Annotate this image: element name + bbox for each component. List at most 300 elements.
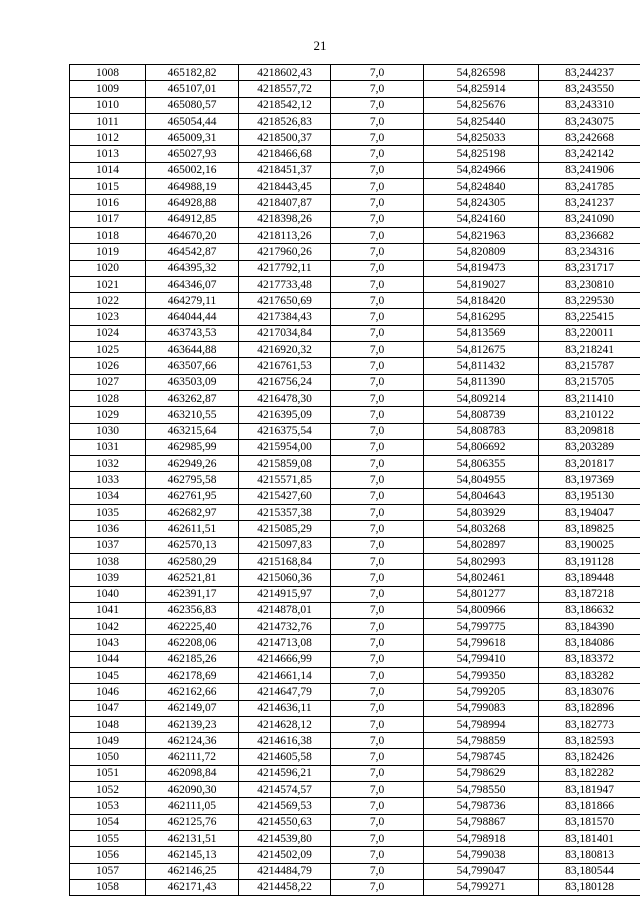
- width-cell: 7,0: [331, 749, 424, 765]
- y-coordinate-cell: 4214484,79: [239, 863, 331, 879]
- point-number-cell: 1037: [70, 537, 146, 553]
- latitude-cell: 54,804955: [424, 472, 539, 488]
- latitude-cell: 54,813569: [424, 325, 539, 341]
- latitude-cell: 54,825914: [424, 81, 539, 97]
- table-row: [70, 325, 640, 341]
- longitude-cell: 83,180544: [539, 863, 640, 879]
- latitude-cell: 54,811390: [424, 374, 539, 390]
- y-coordinate-cell: 4218113,26: [239, 227, 331, 243]
- latitude-cell: 54,821963: [424, 227, 539, 243]
- point-number-cell: 1058: [70, 879, 146, 895]
- width-cell: 7,0: [331, 863, 424, 879]
- longitude-cell: 83,244237: [539, 65, 640, 81]
- y-coordinate-cell: 4214647,79: [239, 684, 331, 700]
- x-coordinate-cell: 464912,85: [146, 211, 239, 227]
- longitude-cell: 83,189448: [539, 570, 640, 586]
- longitude-cell: 83,182773: [539, 716, 640, 732]
- y-coordinate-cell: 4215097,83: [239, 537, 331, 553]
- point-number-cell: 1030: [70, 423, 146, 439]
- y-coordinate-cell: 4218526,83: [239, 113, 331, 129]
- x-coordinate-cell: 465009,31: [146, 130, 239, 146]
- point-number-cell: 1025: [70, 342, 146, 358]
- longitude-cell: 83,182282: [539, 765, 640, 781]
- longitude-cell: 83,215705: [539, 374, 640, 390]
- table-row: [70, 195, 640, 211]
- y-coordinate-cell: 4218542,12: [239, 97, 331, 113]
- y-coordinate-cell: 4214502,09: [239, 847, 331, 863]
- table-row: [70, 651, 640, 667]
- y-coordinate-cell: 4218407,87: [239, 195, 331, 211]
- width-cell: 7,0: [331, 733, 424, 749]
- y-coordinate-cell: 4216395,09: [239, 407, 331, 423]
- y-coordinate-cell: 4214636,11: [239, 700, 331, 716]
- point-number-cell: 1016: [70, 195, 146, 211]
- y-coordinate-cell: 4215954,00: [239, 439, 331, 455]
- width-cell: 7,0: [331, 879, 424, 895]
- table-row: [70, 488, 640, 504]
- width-cell: 7,0: [331, 798, 424, 814]
- point-number-cell: 1009: [70, 81, 146, 97]
- y-coordinate-cell: 4216756,24: [239, 374, 331, 390]
- x-coordinate-cell: 462145,13: [146, 847, 239, 863]
- latitude-cell: 54,809214: [424, 390, 539, 406]
- width-cell: 7,0: [331, 162, 424, 178]
- x-coordinate-cell: 462090,30: [146, 782, 239, 798]
- latitude-cell: 54,798745: [424, 749, 539, 765]
- table-row: [70, 570, 640, 586]
- table-row: [70, 374, 640, 390]
- width-cell: 7,0: [331, 570, 424, 586]
- x-coordinate-cell: 462985,99: [146, 439, 239, 455]
- table-row: [70, 733, 640, 749]
- table-row: [70, 227, 640, 243]
- x-coordinate-cell: 462391,17: [146, 586, 239, 602]
- latitude-cell: 54,818420: [424, 293, 539, 309]
- longitude-cell: 83,187218: [539, 586, 640, 602]
- point-number-cell: 1045: [70, 667, 146, 683]
- width-cell: 7,0: [331, 602, 424, 618]
- y-coordinate-cell: 4215085,29: [239, 521, 331, 537]
- point-number-cell: 1031: [70, 439, 146, 455]
- y-coordinate-cell: 4214878,01: [239, 602, 331, 618]
- longitude-cell: 83,181570: [539, 814, 640, 830]
- x-coordinate-cell: 464928,88: [146, 195, 239, 211]
- x-coordinate-cell: 462131,51: [146, 830, 239, 846]
- width-cell: 7,0: [331, 456, 424, 472]
- point-number-cell: 1012: [70, 130, 146, 146]
- point-number-cell: 1040: [70, 586, 146, 602]
- latitude-cell: 54,802461: [424, 570, 539, 586]
- table-row: [70, 814, 640, 830]
- width-cell: 7,0: [331, 260, 424, 276]
- latitude-cell: 54,798859: [424, 733, 539, 749]
- table-row: [70, 830, 640, 846]
- x-coordinate-cell: 465054,44: [146, 113, 239, 129]
- point-number-cell: 1015: [70, 179, 146, 195]
- longitude-cell: 83,181947: [539, 782, 640, 798]
- point-number-cell: 1011: [70, 113, 146, 129]
- table-row: [70, 619, 640, 635]
- longitude-cell: 83,241906: [539, 162, 640, 178]
- longitude-cell: 83,182896: [539, 700, 640, 716]
- table-row: [70, 684, 640, 700]
- y-coordinate-cell: 4216478,30: [239, 390, 331, 406]
- y-coordinate-cell: 4217733,48: [239, 276, 331, 292]
- width-cell: 7,0: [331, 537, 424, 553]
- width-cell: 7,0: [331, 782, 424, 798]
- x-coordinate-cell: 463743,53: [146, 325, 239, 341]
- width-cell: 7,0: [331, 325, 424, 341]
- longitude-cell: 83,241785: [539, 179, 640, 195]
- x-coordinate-cell: 462356,83: [146, 602, 239, 618]
- width-cell: 7,0: [331, 423, 424, 439]
- longitude-cell: 83,184086: [539, 635, 640, 651]
- x-coordinate-cell: 463262,87: [146, 390, 239, 406]
- longitude-cell: 83,241090: [539, 211, 640, 227]
- point-number-cell: 1056: [70, 847, 146, 863]
- x-coordinate-cell: 465002,16: [146, 162, 239, 178]
- latitude-cell: 54,798550: [424, 782, 539, 798]
- width-cell: 7,0: [331, 65, 424, 81]
- point-number-cell: 1013: [70, 146, 146, 162]
- x-coordinate-cell: 462580,29: [146, 553, 239, 569]
- latitude-cell: 54,798918: [424, 830, 539, 846]
- width-cell: 7,0: [331, 113, 424, 129]
- x-coordinate-cell: 462795,58: [146, 472, 239, 488]
- latitude-cell: 54,824840: [424, 179, 539, 195]
- x-coordinate-cell: 464542,87: [146, 244, 239, 260]
- table-row: [70, 179, 640, 195]
- table-row: [70, 749, 640, 765]
- longitude-cell: 83,191128: [539, 553, 640, 569]
- y-coordinate-cell: 4214574,57: [239, 782, 331, 798]
- width-cell: 7,0: [331, 847, 424, 863]
- point-number-cell: 1018: [70, 227, 146, 243]
- y-coordinate-cell: 4215859,08: [239, 456, 331, 472]
- latitude-cell: 54,799350: [424, 667, 539, 683]
- point-number-cell: 1020: [70, 260, 146, 276]
- width-cell: 7,0: [331, 97, 424, 113]
- coordinates-table: [69, 64, 640, 896]
- point-number-cell: 1010: [70, 97, 146, 113]
- longitude-cell: 83,210122: [539, 407, 640, 423]
- width-cell: 7,0: [331, 586, 424, 602]
- table-row: [70, 472, 640, 488]
- table-row: [70, 553, 640, 569]
- table-row: [70, 113, 640, 129]
- point-number-cell: 1008: [70, 65, 146, 81]
- table-row: [70, 635, 640, 651]
- width-cell: 7,0: [331, 309, 424, 325]
- table-row: [70, 423, 640, 439]
- longitude-cell: 83,209818: [539, 423, 640, 439]
- table-row: [70, 847, 640, 863]
- table-row: [70, 439, 640, 455]
- longitude-cell: 83,242142: [539, 146, 640, 162]
- latitude-cell: 54,808739: [424, 407, 539, 423]
- width-cell: 7,0: [331, 619, 424, 635]
- point-number-cell: 1054: [70, 814, 146, 830]
- point-number-cell: 1024: [70, 325, 146, 341]
- x-coordinate-cell: 462949,26: [146, 456, 239, 472]
- y-coordinate-cell: 4214713,08: [239, 635, 331, 651]
- latitude-cell: 54,826598: [424, 65, 539, 81]
- table-row: [70, 342, 640, 358]
- latitude-cell: 54,806355: [424, 456, 539, 472]
- x-coordinate-cell: 464670,20: [146, 227, 239, 243]
- latitude-cell: 54,803268: [424, 521, 539, 537]
- width-cell: 7,0: [331, 407, 424, 423]
- x-coordinate-cell: 462178,69: [146, 667, 239, 683]
- latitude-cell: 54,799410: [424, 651, 539, 667]
- point-number-cell: 1027: [70, 374, 146, 390]
- latitude-cell: 54,806692: [424, 439, 539, 455]
- latitude-cell: 54,799205: [424, 684, 539, 700]
- y-coordinate-cell: 4214628,12: [239, 716, 331, 732]
- width-cell: 7,0: [331, 765, 424, 781]
- width-cell: 7,0: [331, 342, 424, 358]
- latitude-cell: 54,798736: [424, 798, 539, 814]
- longitude-cell: 83,203289: [539, 439, 640, 455]
- width-cell: 7,0: [331, 830, 424, 846]
- page-number: 21: [313, 38, 327, 53]
- longitude-cell: 83,182593: [539, 733, 640, 749]
- width-cell: 7,0: [331, 684, 424, 700]
- y-coordinate-cell: 4218466,68: [239, 146, 331, 162]
- y-coordinate-cell: 4216761,53: [239, 358, 331, 374]
- x-coordinate-cell: 465080,57: [146, 97, 239, 113]
- point-number-cell: 1048: [70, 716, 146, 732]
- point-number-cell: 1046: [70, 684, 146, 700]
- y-coordinate-cell: 4214666,99: [239, 651, 331, 667]
- table-row: [70, 602, 640, 618]
- y-coordinate-cell: 4217960,26: [239, 244, 331, 260]
- y-coordinate-cell: 4218557,72: [239, 81, 331, 97]
- point-number-cell: 1053: [70, 798, 146, 814]
- longitude-cell: 83,194047: [539, 505, 640, 521]
- x-coordinate-cell: 465027,93: [146, 146, 239, 162]
- y-coordinate-cell: 4216920,32: [239, 342, 331, 358]
- longitude-cell: 83,229530: [539, 293, 640, 309]
- table-row: [70, 537, 640, 553]
- y-coordinate-cell: 4214915,97: [239, 586, 331, 602]
- x-coordinate-cell: 462171,43: [146, 879, 239, 895]
- x-coordinate-cell: 462146,25: [146, 863, 239, 879]
- y-coordinate-cell: 4216375,54: [239, 423, 331, 439]
- x-coordinate-cell: 462111,05: [146, 798, 239, 814]
- width-cell: 7,0: [331, 700, 424, 716]
- x-coordinate-cell: 463644,88: [146, 342, 239, 358]
- point-number-cell: 1042: [70, 619, 146, 635]
- table-row: [70, 667, 640, 683]
- y-coordinate-cell: 4217792,11: [239, 260, 331, 276]
- point-number-cell: 1034: [70, 488, 146, 504]
- latitude-cell: 54,819027: [424, 276, 539, 292]
- y-coordinate-cell: 4218500,37: [239, 130, 331, 146]
- point-number-cell: 1052: [70, 782, 146, 798]
- longitude-cell: 83,243075: [539, 113, 640, 129]
- x-coordinate-cell: 464279,11: [146, 293, 239, 309]
- width-cell: 7,0: [331, 81, 424, 97]
- table-row: [70, 521, 640, 537]
- width-cell: 7,0: [331, 488, 424, 504]
- table-row: [70, 716, 640, 732]
- longitude-cell: 83,181866: [539, 798, 640, 814]
- y-coordinate-cell: 4214605,58: [239, 749, 331, 765]
- longitude-cell: 83,190025: [539, 537, 640, 553]
- longitude-cell: 83,218241: [539, 342, 640, 358]
- width-cell: 7,0: [331, 195, 424, 211]
- table-row: [70, 97, 640, 113]
- point-number-cell: 1057: [70, 863, 146, 879]
- width-cell: 7,0: [331, 472, 424, 488]
- table-row: [70, 81, 640, 97]
- table-row: [70, 211, 640, 227]
- y-coordinate-cell: 4214596,21: [239, 765, 331, 781]
- longitude-cell: 83,186632: [539, 602, 640, 618]
- table-row: [70, 260, 640, 276]
- table-row: [70, 276, 640, 292]
- point-number-cell: 1041: [70, 602, 146, 618]
- x-coordinate-cell: 464395,32: [146, 260, 239, 276]
- latitude-cell: 54,820809: [424, 244, 539, 260]
- table-row: [70, 407, 640, 423]
- table-row: [70, 162, 640, 178]
- point-number-cell: 1029: [70, 407, 146, 423]
- latitude-cell: 54,804643: [424, 488, 539, 504]
- latitude-cell: 54,799083: [424, 700, 539, 716]
- latitude-cell: 54,825676: [424, 97, 539, 113]
- x-coordinate-cell: 464044,44: [146, 309, 239, 325]
- width-cell: 7,0: [331, 716, 424, 732]
- longitude-cell: 83,183372: [539, 651, 640, 667]
- latitude-cell: 54,798867: [424, 814, 539, 830]
- table-row: [70, 782, 640, 798]
- width-cell: 7,0: [331, 276, 424, 292]
- longitude-cell: 83,236682: [539, 227, 640, 243]
- point-number-cell: 1055: [70, 830, 146, 846]
- table-row: [70, 586, 640, 602]
- longitude-cell: 83,225415: [539, 309, 640, 325]
- table-row: [70, 65, 640, 81]
- latitude-cell: 54,816295: [424, 309, 539, 325]
- latitude-cell: 54,798629: [424, 765, 539, 781]
- x-coordinate-cell: 464346,07: [146, 276, 239, 292]
- x-coordinate-cell: 462521,81: [146, 570, 239, 586]
- point-number-cell: 1050: [70, 749, 146, 765]
- width-cell: 7,0: [331, 293, 424, 309]
- y-coordinate-cell: 4217034,84: [239, 325, 331, 341]
- y-coordinate-cell: 4218451,37: [239, 162, 331, 178]
- x-coordinate-cell: 463503,09: [146, 374, 239, 390]
- coordinates-table-body: [70, 65, 640, 896]
- latitude-cell: 54,799038: [424, 847, 539, 863]
- width-cell: 7,0: [331, 505, 424, 521]
- x-coordinate-cell: 462125,76: [146, 814, 239, 830]
- x-coordinate-cell: 462570,13: [146, 537, 239, 553]
- width-cell: 7,0: [331, 635, 424, 651]
- point-number-cell: 1036: [70, 521, 146, 537]
- latitude-cell: 54,812675: [424, 342, 539, 358]
- width-cell: 7,0: [331, 814, 424, 830]
- longitude-cell: 83,231717: [539, 260, 640, 276]
- table-row: [70, 765, 640, 781]
- latitude-cell: 54,799775: [424, 619, 539, 635]
- longitude-cell: 83,215787: [539, 358, 640, 374]
- latitude-cell: 54,802993: [424, 553, 539, 569]
- table-row: [70, 879, 640, 895]
- table-row: [70, 456, 640, 472]
- table-row: [70, 863, 640, 879]
- x-coordinate-cell: 462611,51: [146, 521, 239, 537]
- table-row: [70, 798, 640, 814]
- y-coordinate-cell: 4214732,76: [239, 619, 331, 635]
- width-cell: 7,0: [331, 130, 424, 146]
- point-number-cell: 1021: [70, 276, 146, 292]
- y-coordinate-cell: 4218602,43: [239, 65, 331, 81]
- longitude-cell: 83,195130: [539, 488, 640, 504]
- y-coordinate-cell: 4214550,63: [239, 814, 331, 830]
- table-row: [70, 146, 640, 162]
- y-coordinate-cell: 4215357,38: [239, 505, 331, 521]
- width-cell: 7,0: [331, 651, 424, 667]
- longitude-cell: 83,230810: [539, 276, 640, 292]
- longitude-cell: 83,184390: [539, 619, 640, 635]
- x-coordinate-cell: 462139,23: [146, 716, 239, 732]
- longitude-cell: 83,201817: [539, 456, 640, 472]
- latitude-cell: 54,819473: [424, 260, 539, 276]
- table-row: [70, 700, 640, 716]
- x-coordinate-cell: 463507,66: [146, 358, 239, 374]
- latitude-cell: 54,798994: [424, 716, 539, 732]
- table-row: [70, 390, 640, 406]
- latitude-cell: 54,824966: [424, 162, 539, 178]
- latitude-cell: 54,825033: [424, 130, 539, 146]
- y-coordinate-cell: 4214661,14: [239, 667, 331, 683]
- y-coordinate-cell: 4215060,36: [239, 570, 331, 586]
- latitude-cell: 54,808783: [424, 423, 539, 439]
- latitude-cell: 54,811432: [424, 358, 539, 374]
- x-coordinate-cell: 463210,55: [146, 407, 239, 423]
- point-number-cell: 1028: [70, 390, 146, 406]
- width-cell: 7,0: [331, 553, 424, 569]
- longitude-cell: 83,243310: [539, 97, 640, 113]
- x-coordinate-cell: 465107,01: [146, 81, 239, 97]
- x-coordinate-cell: 462208,06: [146, 635, 239, 651]
- point-number-cell: 1014: [70, 162, 146, 178]
- width-cell: 7,0: [331, 667, 424, 683]
- longitude-cell: 83,211410: [539, 390, 640, 406]
- point-number-cell: 1017: [70, 211, 146, 227]
- width-cell: 7,0: [331, 521, 424, 537]
- y-coordinate-cell: 4218443,45: [239, 179, 331, 195]
- latitude-cell: 54,825198: [424, 146, 539, 162]
- width-cell: 7,0: [331, 374, 424, 390]
- width-cell: 7,0: [331, 244, 424, 260]
- y-coordinate-cell: 4218398,26: [239, 211, 331, 227]
- y-coordinate-cell: 4217384,43: [239, 309, 331, 325]
- y-coordinate-cell: 4215571,85: [239, 472, 331, 488]
- point-number-cell: 1051: [70, 765, 146, 781]
- latitude-cell: 54,802897: [424, 537, 539, 553]
- longitude-cell: 83,234316: [539, 244, 640, 260]
- point-number-cell: 1049: [70, 733, 146, 749]
- longitude-cell: 83,243550: [539, 81, 640, 97]
- width-cell: 7,0: [331, 439, 424, 455]
- latitude-cell: 54,799047: [424, 863, 539, 879]
- x-coordinate-cell: 462162,66: [146, 684, 239, 700]
- point-number-cell: 1019: [70, 244, 146, 260]
